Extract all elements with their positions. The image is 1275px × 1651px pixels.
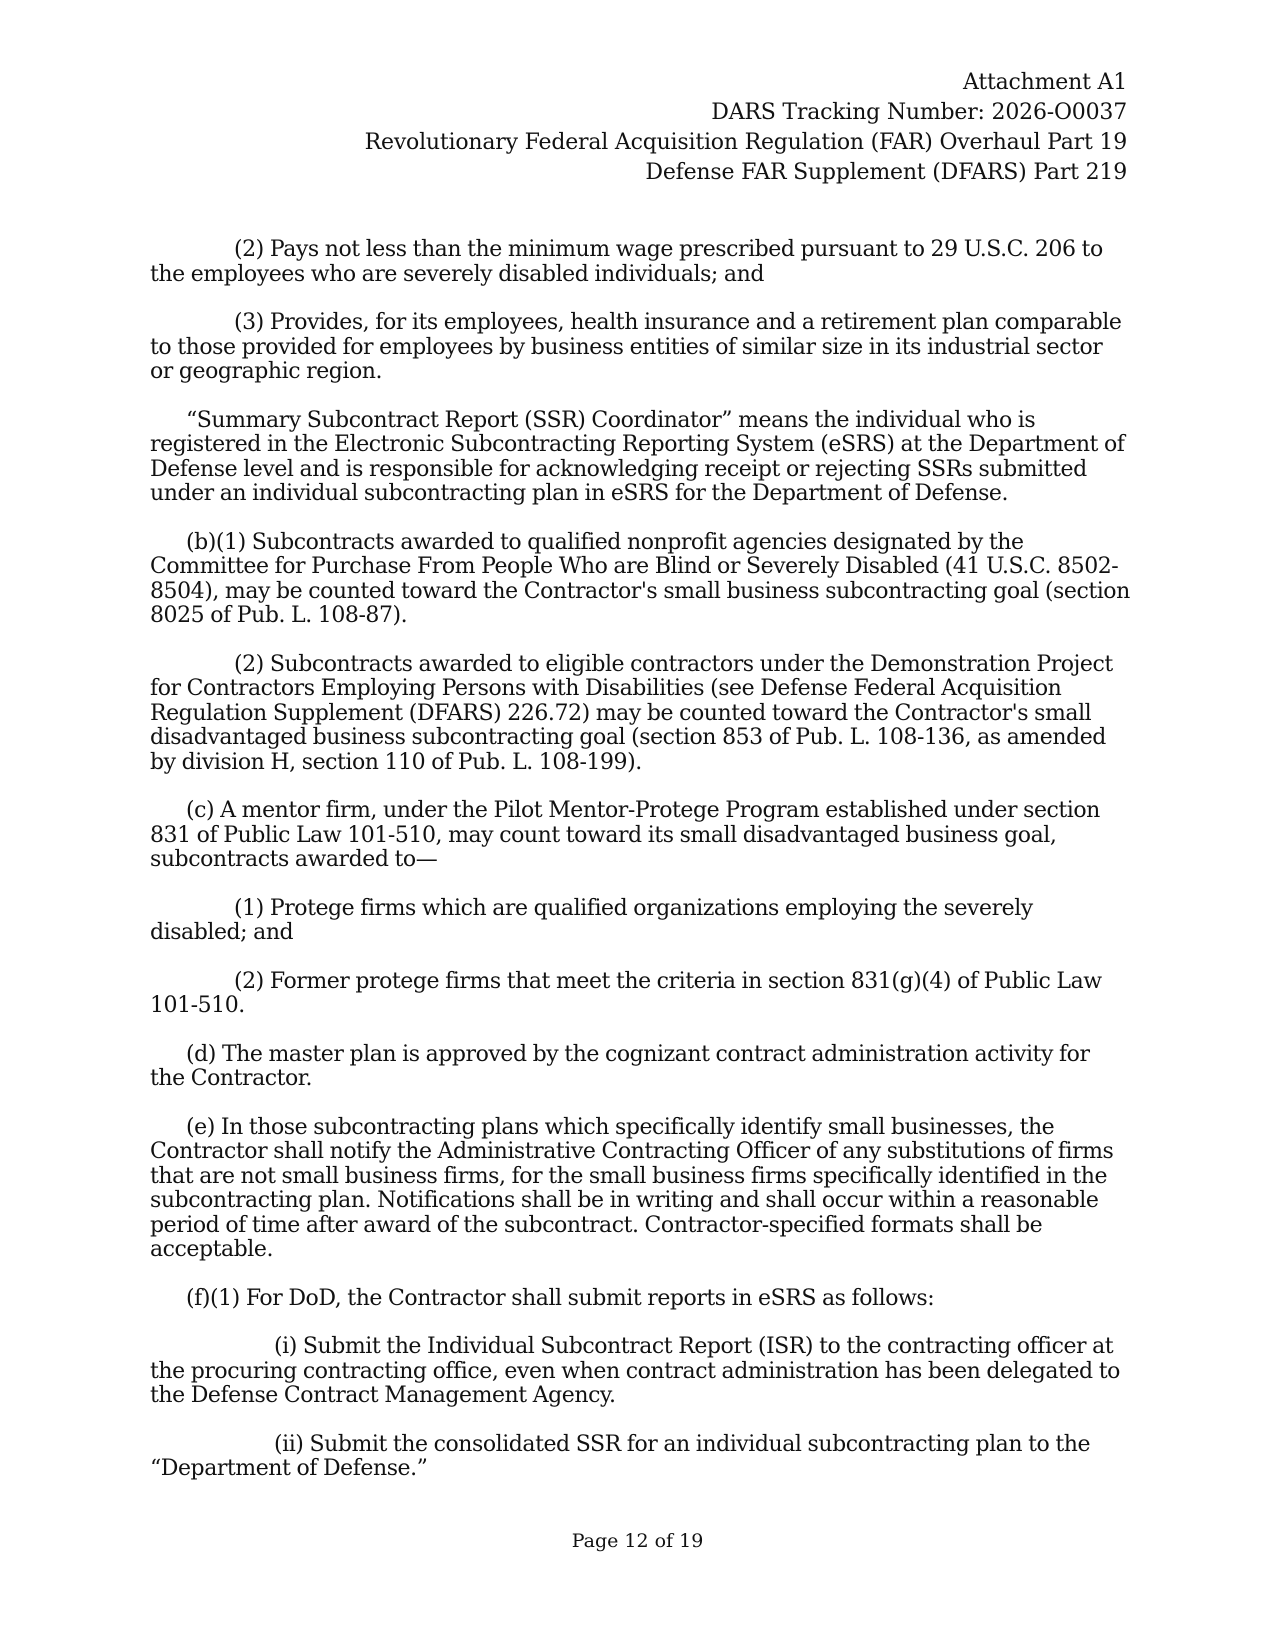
paragraph-f-1-ii: (ii) Submit the consolidated SSR for an individual subcontracting plan to the “Department of Defense.” — [150, 1431, 1091, 1481]
paragraph-b-2: (2) Subcontracts awarded to eligible contractors under the Demonstration Project for Contractors Employing Persons with Disabilities (see Defense Federal Acquisition Regulation Supplement (DFARS) 226.72) may be counted toward the Contractor's small disadvantaged business subcontracting goal (section 853 of Pub. L. 108-136, as amended by division H, section 110 of Pub. L. 108-199). — [150, 651, 1113, 775]
paragraph-a-3: (3) Provides, for its employees, health insurance and a retirement plan comparable to those provided for employees by business entities of similar size in its industrial sector or geographic region. — [150, 310, 1122, 384]
attachment-label: Attachment A1 — [963, 70, 1127, 95]
paragraph-c: (c) A mentor firm, under the Pilot Mentor-Protege Program established under section 831 of Public Law 101-510, may count toward its small disadvantaged business goal, subcontracts awarded to— — [150, 798, 1100, 872]
page-number: Page 12 of 19 — [571, 1530, 704, 1552]
paragraph-f-1: (f)(1) For DoD, the Contractor shall submit reports in eSRS as follows: — [186, 1285, 935, 1311]
paragraph-e: (e) In those subcontracting plans which specifically identify small businesses, the Contractor shall notify the Administrative Contracting Officer of any substitutions of firms that are not small business firms, for the small business firms specifically identified in the subcontracting plan. Notifications shall be in writing and shall occur within a reasonable period of time after award of the subcontract. Contractor-specified formats shall be acceptable. — [150, 1114, 1114, 1262]
paragraph-ssr-coordinator-definition: “Summary Subcontract Report (SSR) Coordinator” means the individual who is registered in the Electronic Subcontracting Reporting System (eSRS) at the Department of Defense level and is responsible for acknowledging receipt or rejecting SSRs submitted under an individual subcontracting plan in eSRS for the Department of Defense. — [150, 407, 1125, 506]
tracking-number: DARS Tracking Number: 2026-O0037 — [711, 100, 1127, 125]
paragraph-b-1: (b)(1) Subcontracts awarded to qualified nonprofit agencies designated by the Committee for Purchase From People Who are Blind or Severely Disabled (41 U.S.C. 8502-8504), may be counted toward the Contractor's small business subcontracting goal (section 8025 of Pub. L. 108-87). — [150, 529, 1130, 628]
dfars-part-title: Defense FAR Supplement (DFARS) Part 219 — [645, 160, 1127, 185]
paragraph-c-1: (1) Protege firms which are qualified organizations employing the severely disabled; and — [150, 895, 1033, 945]
paragraph-d: (d) The master plan is approved by the cognizant contract administration activity for the Contractor. — [150, 1041, 1090, 1091]
paragraph-c-2: (2) Former protege firms that meet the criteria in section 831(g)(4) of Public Law 101-510. — [150, 968, 1102, 1018]
document-body — [150, 238, 1130, 1506]
far-part-title: Revolutionary Federal Acquisition Regulation (FAR) Overhaul Part 19 — [364, 130, 1127, 155]
paragraph-f-1-i: (i) Submit the Individual Subcontract Report (ISR) to the contracting officer at the procuring contracting office, even when contract administration has been delegated to the Defense Contract Management Agency. — [150, 1334, 1120, 1408]
paragraph-a-2: (2) Pays not less than the minimum wage prescribed pursuant to 29 U.S.C. 206 to the employees who are severely disabled individuals; and — [150, 237, 1103, 287]
page-header — [365, 68, 1127, 188]
